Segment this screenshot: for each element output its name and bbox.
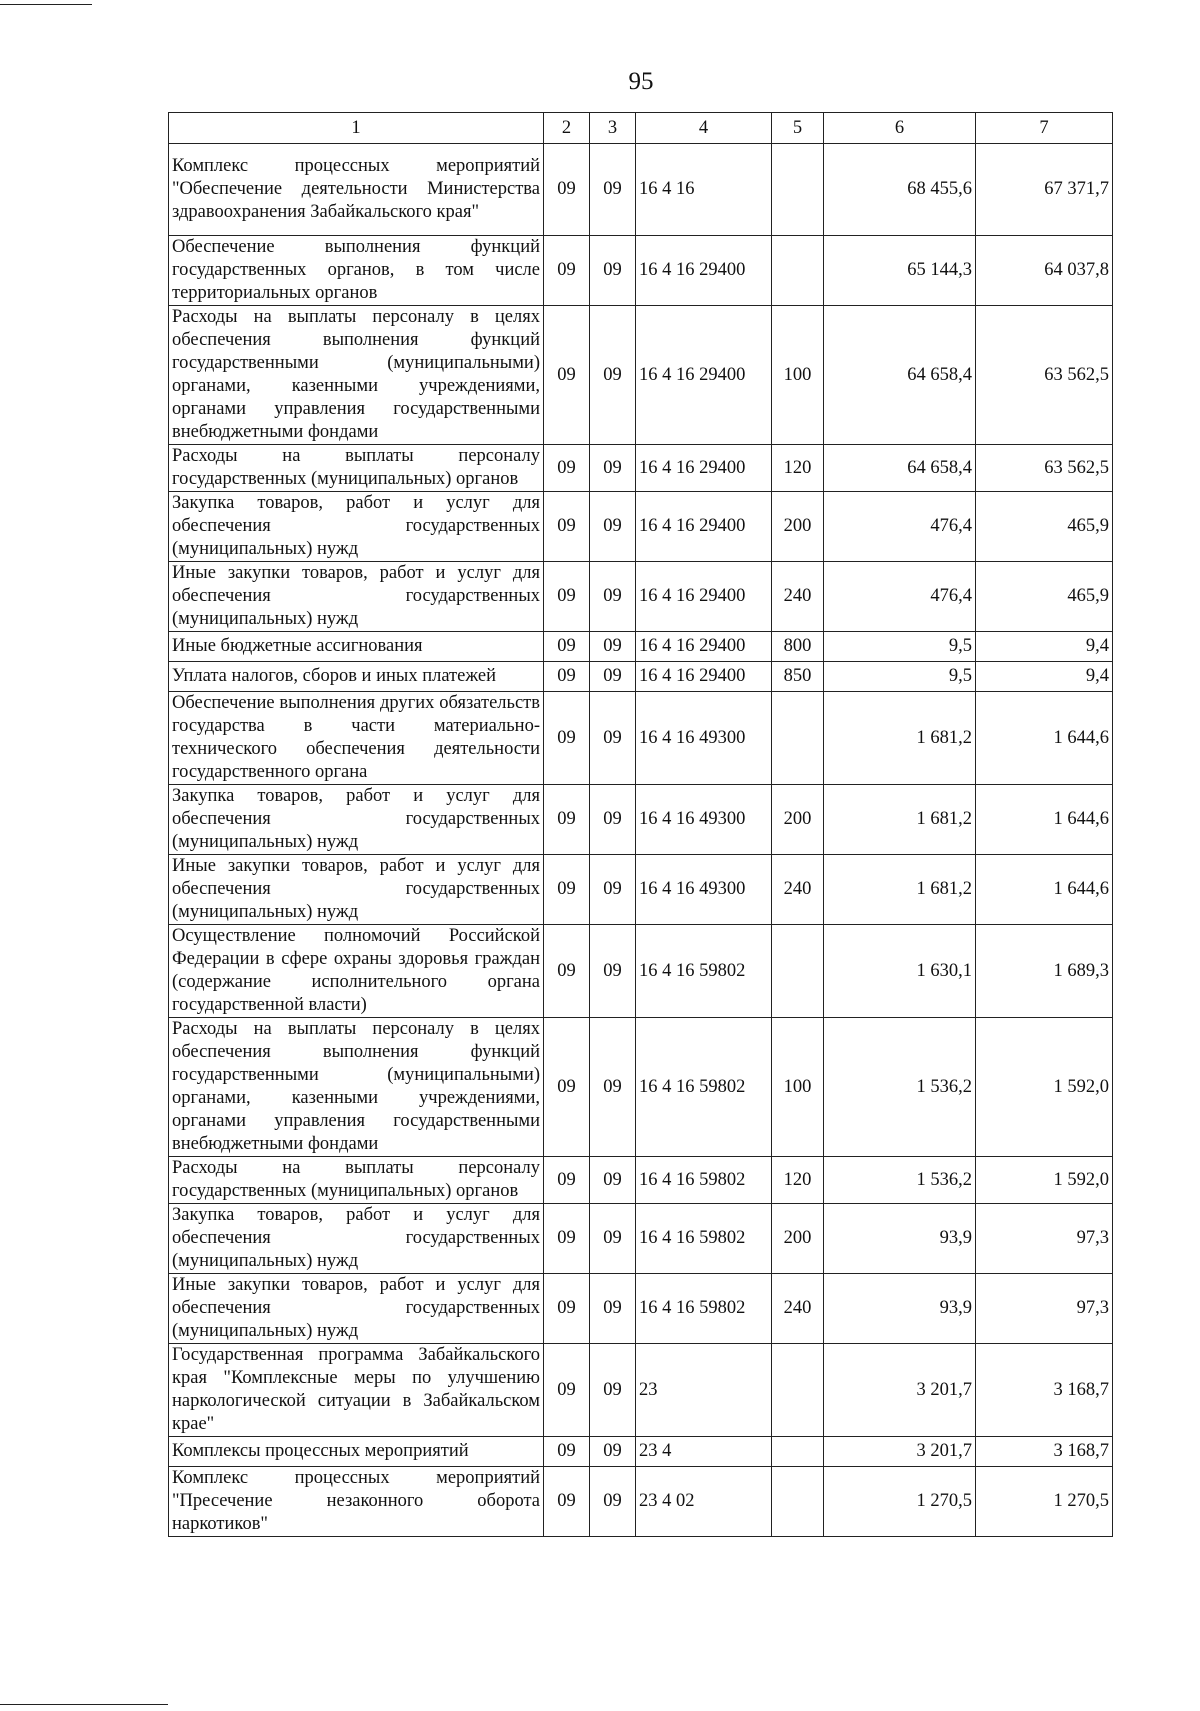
row-description: Расходы на выплаты персоналу в целях обеспечения выполнения функций государственными (муниципальными) органами, казенными учреждениями, органами управления государственными внебюджетными фондами [169,1018,544,1157]
row-amount-year-1: 476,4 [824,562,976,632]
row-expense-type [772,1437,824,1467]
row-target-article: 16 4 16 29400 [636,632,772,662]
row-amount-year-1: 3 201,7 [824,1437,976,1467]
row-amount-year-2: 9,4 [976,632,1113,662]
row-subsection-code: 09 [590,562,636,632]
row-section-code: 09 [544,445,590,492]
row-amount-year-2: 1 592,0 [976,1018,1113,1157]
row-amount-year-1: 64 658,4 [824,445,976,492]
row-amount-year-1: 1 270,5 [824,1467,976,1537]
row-amount-year-1: 1 681,2 [824,855,976,925]
header-col-6: 6 [824,113,976,144]
row-section-code: 09 [544,236,590,306]
row-subsection-code: 09 [590,445,636,492]
row-amount-year-1: 1 536,2 [824,1018,976,1157]
corner-rule-bottom [0,1704,168,1705]
row-description: Иные бюджетные ассигнования [169,632,544,662]
row-subsection-code: 09 [590,692,636,785]
row-amount-year-1: 476,4 [824,492,976,562]
corner-rule-top [0,4,92,5]
row-section-code: 09 [544,632,590,662]
row-subsection-code: 09 [590,1344,636,1437]
table-row [169,492,1113,562]
row-description: Комплекс процессных мероприятий "Обеспечение деятельности Министерства здравоохранения Забайкальского края" [169,144,544,236]
row-section-code: 09 [544,1344,590,1437]
row-target-article: 16 4 16 29400 [636,236,772,306]
row-section-code: 09 [544,492,590,562]
row-target-article: 16 4 16 29400 [636,662,772,692]
table-row [169,236,1113,306]
row-expense-type: 800 [772,632,824,662]
row-amount-year-2: 64 037,8 [976,236,1113,306]
header-row [169,113,1113,144]
row-section-code: 09 [544,1204,590,1274]
row-amount-year-1: 1 630,1 [824,925,976,1018]
row-description: Обеспечение выполнения функций государственных органов, в том числе территориальных органов [169,236,544,306]
table-row [169,306,1113,445]
header-col-5: 5 [772,113,824,144]
page-number: 95 [628,68,654,95]
row-amount-year-2: 9,4 [976,662,1113,692]
row-amount-year-2: 465,9 [976,492,1113,562]
header-col-3: 3 [590,113,636,144]
header-col-2: 2 [544,113,590,144]
row-description: Уплата налогов, сборов и иных платежей [169,662,544,692]
row-subsection-code: 09 [590,1157,636,1204]
row-section-code: 09 [544,662,590,692]
row-subsection-code: 09 [590,1274,636,1344]
row-subsection-code: 09 [590,1204,636,1274]
row-description: Закупка товаров, работ и услуг для обеспечения государственных (муниципальных) нужд [169,492,544,562]
row-subsection-code: 09 [590,1437,636,1467]
row-section-code: 09 [544,306,590,445]
header-col-1: 1 [169,113,544,144]
row-amount-year-1: 65 144,3 [824,236,976,306]
row-amount-year-1: 3 201,7 [824,1344,976,1437]
row-amount-year-2: 1 644,6 [976,855,1113,925]
row-amount-year-1: 9,5 [824,632,976,662]
row-expense-type: 240 [772,855,824,925]
row-target-article: 16 4 16 59802 [636,925,772,1018]
table-row [169,1467,1113,1537]
row-expense-type: 240 [772,562,824,632]
row-expense-type: 200 [772,492,824,562]
row-section-code: 09 [544,1437,590,1467]
row-description: Иные закупки товаров, работ и услуг для обеспечения государственных (муниципальных) нужд [169,855,544,925]
row-target-article: 16 4 16 49300 [636,692,772,785]
row-section-code: 09 [544,1018,590,1157]
row-expense-type: 100 [772,306,824,445]
row-target-article: 23 [636,1344,772,1437]
table-row [169,1437,1113,1467]
row-description: Закупка товаров, работ и услуг для обеспечения государственных (муниципальных) нужд [169,1204,544,1274]
row-amount-year-2: 1 592,0 [976,1157,1113,1204]
row-amount-year-2: 97,3 [976,1274,1113,1344]
row-target-article: 16 4 16 49300 [636,855,772,925]
row-section-code: 09 [544,692,590,785]
row-target-article: 16 4 16 59802 [636,1157,772,1204]
row-section-code: 09 [544,1274,590,1344]
row-target-article: 16 4 16 29400 [636,562,772,632]
row-subsection-code: 09 [590,306,636,445]
row-description: Расходы на выплаты персоналу государственных (муниципальных) органов [169,1157,544,1204]
table-row [169,1204,1113,1274]
table-row [169,925,1113,1018]
row-section-code: 09 [544,1157,590,1204]
row-expense-type [772,692,824,785]
table-row [169,1018,1113,1157]
row-subsection-code: 09 [590,492,636,562]
row-description: Государственная программа Забайкальского края "Комплексные меры по улучшению наркологической ситуации в Забайкальском крае" [169,1344,544,1437]
row-subsection-code: 09 [590,1467,636,1537]
row-amount-year-1: 93,9 [824,1204,976,1274]
row-amount-year-1: 9,5 [824,662,976,692]
row-target-article: 23 4 [636,1437,772,1467]
row-expense-type: 200 [772,785,824,855]
header-col-7: 7 [976,113,1113,144]
table-row [169,662,1113,692]
row-target-article: 16 4 16 49300 [636,785,772,855]
row-section-code: 09 [544,785,590,855]
row-subsection-code: 09 [590,632,636,662]
row-amount-year-2: 1 689,3 [976,925,1113,1018]
row-target-article: 16 4 16 59802 [636,1018,772,1157]
row-expense-type [772,1344,824,1437]
row-expense-type [772,1467,824,1537]
row-subsection-code: 09 [590,144,636,236]
row-expense-type [772,144,824,236]
row-target-article: 16 4 16 29400 [636,445,772,492]
row-description: Иные закупки товаров, работ и услуг для обеспечения государственных (муниципальных) нужд [169,1274,544,1344]
row-description: Комплексы процессных мероприятий [169,1437,544,1467]
row-amount-year-1: 68 455,6 [824,144,976,236]
table-row [169,1274,1113,1344]
row-section-code: 09 [544,144,590,236]
row-target-article: 16 4 16 59802 [636,1274,772,1344]
row-expense-type: 240 [772,1274,824,1344]
table-row [169,562,1113,632]
row-expense-type: 100 [772,1018,824,1157]
row-subsection-code: 09 [590,662,636,692]
row-subsection-code: 09 [590,925,636,1018]
row-section-code: 09 [544,925,590,1018]
table-row [169,445,1113,492]
budget-table [168,112,1113,1537]
row-amount-year-2: 63 562,5 [976,306,1113,445]
row-amount-year-2: 1 644,6 [976,692,1113,785]
row-amount-year-2: 63 562,5 [976,445,1113,492]
row-amount-year-2: 1 270,5 [976,1467,1113,1537]
row-amount-year-2: 1 644,6 [976,785,1113,855]
row-description: Осуществление полномочий Российской Федерации в сфере охраны здоровья граждан (содержание исполнительного органа государственной власти) [169,925,544,1018]
row-expense-type: 120 [772,445,824,492]
row-section-code: 09 [544,562,590,632]
row-amount-year-1: 64 658,4 [824,306,976,445]
row-description: Расходы на выплаты персоналу государственных (муниципальных) органов [169,445,544,492]
row-subsection-code: 09 [590,855,636,925]
table-row [169,1157,1113,1204]
row-expense-type: 200 [772,1204,824,1274]
row-target-article: 16 4 16 [636,144,772,236]
row-description: Закупка товаров, работ и услуг для обеспечения государственных (муниципальных) нужд [169,785,544,855]
row-amount-year-1: 1 681,2 [824,785,976,855]
row-subsection-code: 09 [590,785,636,855]
row-description: Обеспечение выполнения других обязательств государства в части материально-технического обеспечения деятельности государственного органа [169,692,544,785]
row-subsection-code: 09 [590,1018,636,1157]
row-subsection-code: 09 [590,236,636,306]
table-row [169,632,1113,662]
row-section-code: 09 [544,855,590,925]
header-col-4: 4 [636,113,772,144]
row-amount-year-2: 97,3 [976,1204,1113,1274]
row-expense-type [772,236,824,306]
row-target-article: 16 4 16 29400 [636,492,772,562]
row-amount-year-2: 67 371,7 [976,144,1113,236]
row-amount-year-1: 93,9 [824,1274,976,1344]
row-amount-year-1: 1 536,2 [824,1157,976,1204]
row-target-article: 16 4 16 29400 [636,306,772,445]
table-row [169,1344,1113,1437]
row-description: Иные закупки товаров, работ и услуг для обеспечения государственных (муниципальных) нужд [169,562,544,632]
row-description: Расходы на выплаты персоналу в целях обеспечения выполнения функций государственными (муниципальными) органами, казенными учреждениями, органами управления государственными внебюджетными фондами [169,306,544,445]
row-section-code: 09 [544,1467,590,1537]
table-row [169,855,1113,925]
row-expense-type: 850 [772,662,824,692]
table-row [169,144,1113,236]
row-amount-year-2: 465,9 [976,562,1113,632]
row-description: Комплекс процессных мероприятий "Пресечение незаконного оборота наркотиков" [169,1467,544,1537]
row-amount-year-1: 1 681,2 [824,692,976,785]
row-target-article: 16 4 16 59802 [636,1204,772,1274]
table-row [169,785,1113,855]
table-body [169,144,1113,1537]
row-expense-type [772,925,824,1018]
row-target-article: 23 4 02 [636,1467,772,1537]
row-expense-type: 120 [772,1157,824,1204]
table-row [169,692,1113,785]
row-amount-year-2: 3 168,7 [976,1344,1113,1437]
row-amount-year-2: 3 168,7 [976,1437,1113,1467]
